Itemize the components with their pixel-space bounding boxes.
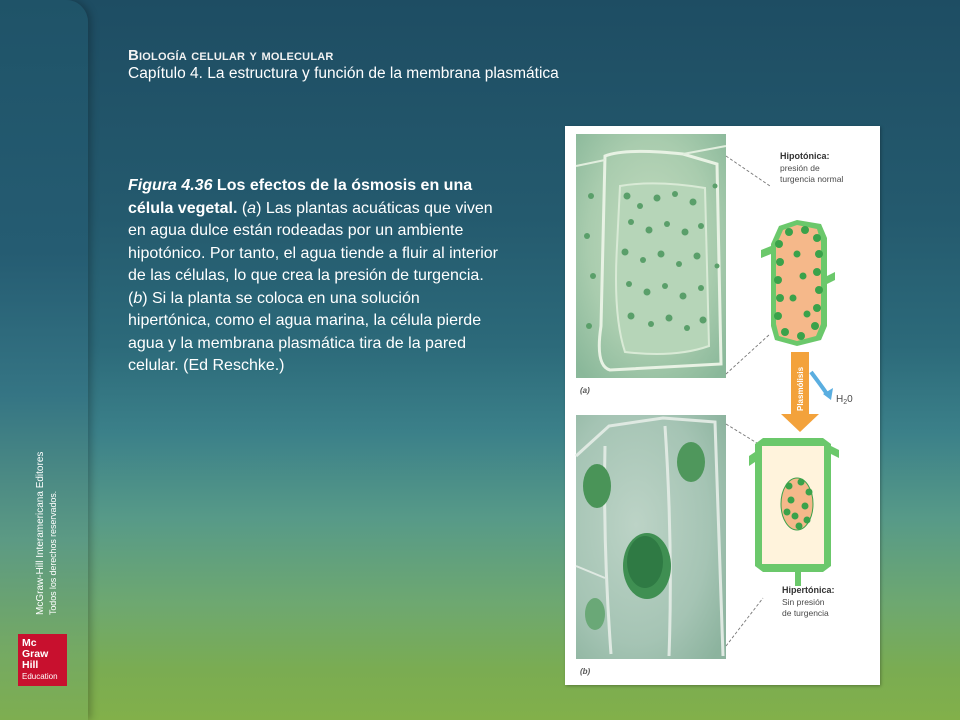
micrograph-a: [576, 134, 726, 378]
caption-part1-open: (: [237, 199, 248, 217]
caption-panel-a: a: [247, 199, 257, 217]
figure-caption: [128, 175, 503, 378]
caption-title: Los efectos de la ósmosis en una célula vegetal.: [128, 177, 473, 217]
caption-part1-text: ) Las plantas acuáticas que viven en agua dulce están rodeadas por un ambiente hipotónico. Por tanto, el agua tiende a fluir al interior de las células, lo que crea la presión de turgencia. (: [128, 199, 499, 307]
caption-figure-label: Figura 4.36: [128, 177, 213, 194]
hypertonic-desc-1: Sin presión: [782, 597, 825, 607]
copyright-rights: Todos los derechos reservados.: [48, 490, 58, 615]
panel-b-label: (b): [580, 667, 591, 676]
mcgraw-hill-logo: [18, 634, 67, 686]
logo-line-1: Mc: [22, 637, 37, 649]
hypertonic-title: Hipertónica:: [782, 585, 835, 595]
chapter-title: Capítulo 4. La estructura y función de la membrana plasmática: [128, 65, 559, 82]
logo-education: Education: [22, 672, 58, 681]
caption-part2-text: ) Si la planta se coloca en una solución hipertónica, como el agua marina, la célula pierde agua y la membrana plasmática tira de la pared celular. (Ed Reschke.): [128, 289, 482, 374]
osmosis-figure: [565, 126, 880, 685]
caption-panel-b: b: [133, 289, 143, 307]
panel-a-label: (a): [580, 386, 590, 395]
hypotonic-title: Hipotónica:: [780, 151, 830, 161]
water-label: $H_20$: [836, 394, 853, 406]
hypotonic-cell-diagram: [761, 220, 835, 346]
page-header: [128, 47, 559, 83]
book-title: Biología celular y molecular: [128, 47, 334, 64]
hypotonic-desc-2: turgencia normal: [780, 174, 844, 184]
hypotonic-desc-1: presión de: [780, 163, 820, 173]
plasmolysis-arrow: [781, 352, 833, 432]
micrograph-b: [576, 415, 726, 659]
logo-line-3: Hill: [22, 659, 39, 671]
logo-line-2: Graw: [22, 648, 49, 660]
copyright-publisher: McGraw-Hill Interamericana Editores: [35, 451, 46, 615]
hypertonic-desc-2: de turgencia: [782, 608, 829, 618]
hypertonic-cell-diagram: [749, 438, 839, 586]
plasmolysis-label: Plasmólisis: [796, 366, 805, 411]
copyright-notice: [34, 405, 70, 615]
